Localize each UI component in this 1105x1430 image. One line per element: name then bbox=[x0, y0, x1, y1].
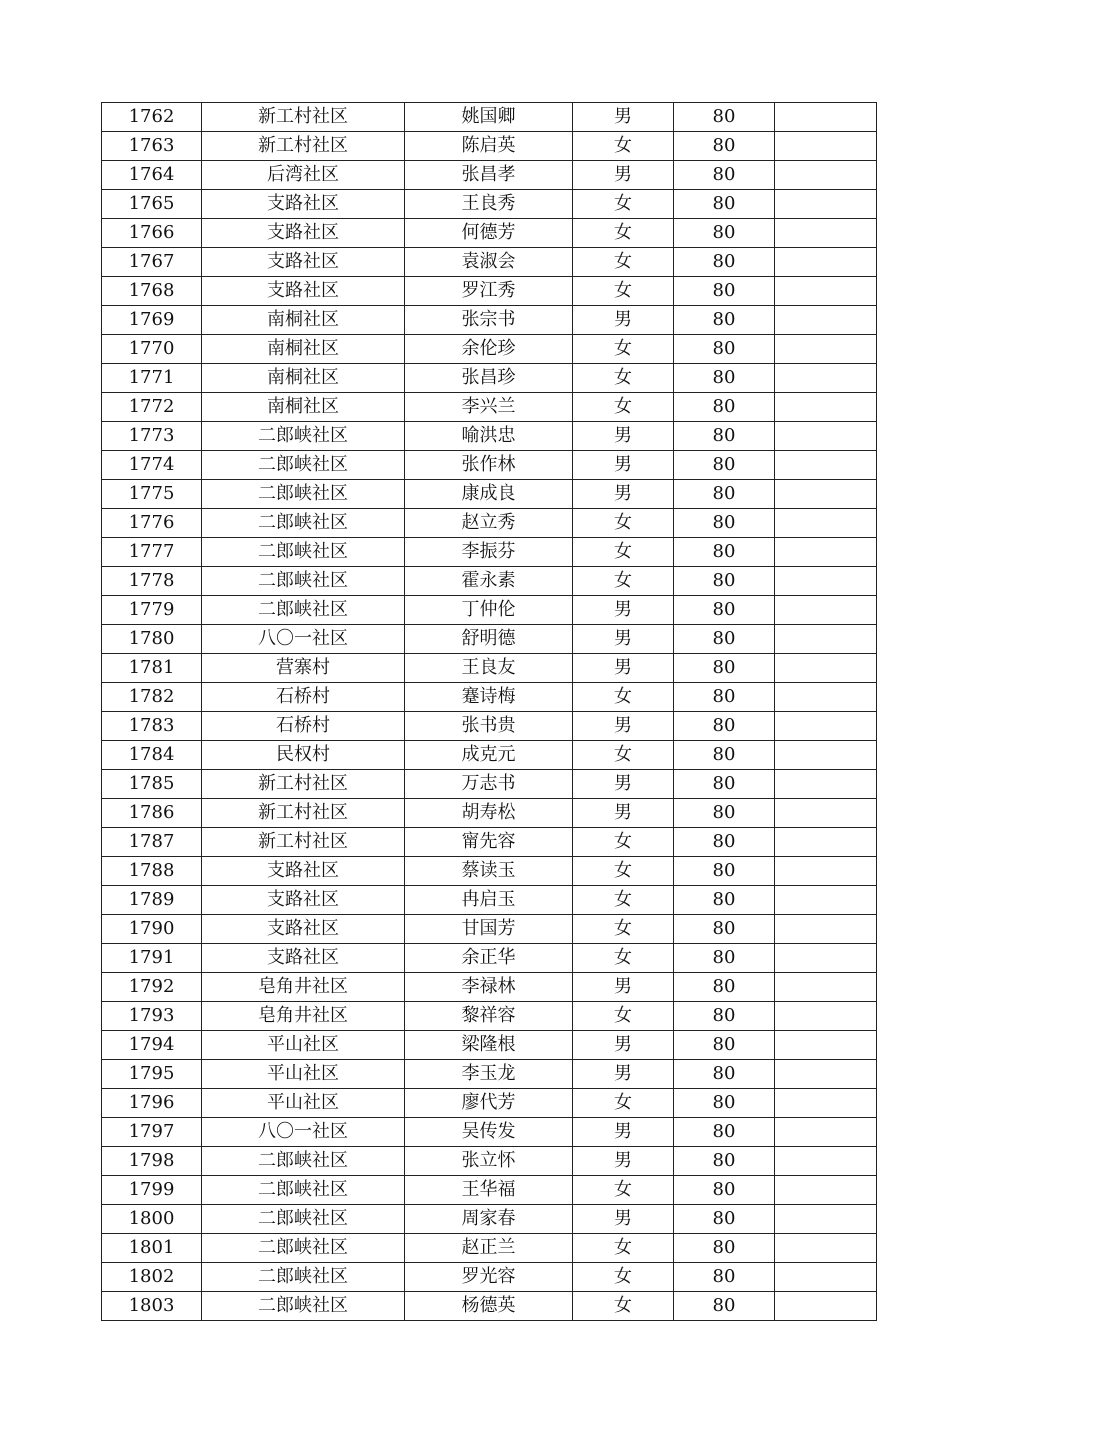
table-row bbox=[102, 973, 877, 1002]
note-cell bbox=[775, 828, 877, 857]
row-number-cell: 1795 bbox=[102, 1060, 202, 1089]
table-row bbox=[102, 1263, 877, 1292]
table-row bbox=[102, 1002, 877, 1031]
gender-cell: 男 bbox=[573, 1118, 674, 1147]
age-cell: 80 bbox=[674, 1176, 775, 1205]
age-cell: 80 bbox=[674, 277, 775, 306]
gender-cell: 女 bbox=[573, 683, 674, 712]
table-row bbox=[102, 654, 877, 683]
community-cell: 新工村社区 bbox=[202, 770, 405, 799]
row-number-cell: 1764 bbox=[102, 161, 202, 190]
age-cell: 80 bbox=[674, 451, 775, 480]
gender-cell: 女 bbox=[573, 567, 674, 596]
age-cell: 80 bbox=[674, 886, 775, 915]
community-cell: 新工村社区 bbox=[202, 132, 405, 161]
table-row bbox=[102, 248, 877, 277]
row-number-cell: 1768 bbox=[102, 277, 202, 306]
table-row bbox=[102, 1205, 877, 1234]
row-number-cell: 1787 bbox=[102, 828, 202, 857]
table-row bbox=[102, 596, 877, 625]
row-number-cell: 1786 bbox=[102, 799, 202, 828]
community-cell: 八〇一社区 bbox=[202, 1118, 405, 1147]
gender-cell: 女 bbox=[573, 248, 674, 277]
row-number-cell: 1799 bbox=[102, 1176, 202, 1205]
note-cell bbox=[775, 1263, 877, 1292]
age-cell: 80 bbox=[674, 1263, 775, 1292]
row-number-cell: 1767 bbox=[102, 248, 202, 277]
table-row bbox=[102, 219, 877, 248]
community-cell: 二郎峡社区 bbox=[202, 1234, 405, 1263]
table-row bbox=[102, 103, 877, 132]
table-row bbox=[102, 306, 877, 335]
note-cell bbox=[775, 857, 877, 886]
row-number-cell: 1770 bbox=[102, 335, 202, 364]
table-row bbox=[102, 741, 877, 770]
community-cell: 平山社区 bbox=[202, 1031, 405, 1060]
age-cell: 80 bbox=[674, 1031, 775, 1060]
table-row bbox=[102, 1089, 877, 1118]
gender-cell: 男 bbox=[573, 596, 674, 625]
community-cell: 支路社区 bbox=[202, 277, 405, 306]
age-cell: 80 bbox=[674, 654, 775, 683]
row-number-cell: 1803 bbox=[102, 1292, 202, 1321]
note-cell bbox=[775, 1031, 877, 1060]
community-cell: 新工村社区 bbox=[202, 799, 405, 828]
age-cell: 80 bbox=[674, 1234, 775, 1263]
community-cell: 二郎峡社区 bbox=[202, 1176, 405, 1205]
row-number-cell: 1792 bbox=[102, 973, 202, 1002]
community-cell: 支路社区 bbox=[202, 857, 405, 886]
community-cell: 支路社区 bbox=[202, 915, 405, 944]
community-cell: 二郎峡社区 bbox=[202, 1205, 405, 1234]
note-cell bbox=[775, 248, 877, 277]
table-row bbox=[102, 335, 877, 364]
community-cell: 新工村社区 bbox=[202, 103, 405, 132]
name-cell: 王良秀 bbox=[405, 190, 573, 219]
gender-cell: 女 bbox=[573, 1292, 674, 1321]
name-cell: 廖代芳 bbox=[405, 1089, 573, 1118]
name-cell: 张立怀 bbox=[405, 1147, 573, 1176]
name-cell: 王良友 bbox=[405, 654, 573, 683]
community-cell: 皂角井社区 bbox=[202, 973, 405, 1002]
age-cell: 80 bbox=[674, 190, 775, 219]
community-cell: 八〇一社区 bbox=[202, 625, 405, 654]
row-number-cell: 1788 bbox=[102, 857, 202, 886]
table-row bbox=[102, 799, 877, 828]
community-cell: 支路社区 bbox=[202, 944, 405, 973]
row-number-cell: 1784 bbox=[102, 741, 202, 770]
name-cell: 康成良 bbox=[405, 480, 573, 509]
table-row bbox=[102, 886, 877, 915]
name-cell: 舒明德 bbox=[405, 625, 573, 654]
row-number-cell: 1802 bbox=[102, 1263, 202, 1292]
name-cell: 张书贵 bbox=[405, 712, 573, 741]
note-cell bbox=[775, 161, 877, 190]
community-cell: 石桥村 bbox=[202, 683, 405, 712]
community-cell: 支路社区 bbox=[202, 219, 405, 248]
table-row bbox=[102, 277, 877, 306]
community-cell: 南桐社区 bbox=[202, 364, 405, 393]
gender-cell: 女 bbox=[573, 857, 674, 886]
row-number-cell: 1785 bbox=[102, 770, 202, 799]
note-cell bbox=[775, 132, 877, 161]
table-row bbox=[102, 1031, 877, 1060]
row-number-cell: 1781 bbox=[102, 654, 202, 683]
community-cell: 二郎峡社区 bbox=[202, 1263, 405, 1292]
gender-cell: 男 bbox=[573, 799, 674, 828]
gender-cell: 男 bbox=[573, 1031, 674, 1060]
gender-cell: 女 bbox=[573, 277, 674, 306]
note-cell bbox=[775, 567, 877, 596]
gender-cell: 女 bbox=[573, 915, 674, 944]
age-cell: 80 bbox=[674, 1292, 775, 1321]
name-cell: 黎祥容 bbox=[405, 1002, 573, 1031]
row-number-cell: 1769 bbox=[102, 306, 202, 335]
roster-table bbox=[101, 102, 877, 1321]
row-number-cell: 1782 bbox=[102, 683, 202, 712]
community-cell: 二郎峡社区 bbox=[202, 509, 405, 538]
name-cell: 张宗书 bbox=[405, 306, 573, 335]
row-number-cell: 1801 bbox=[102, 1234, 202, 1263]
age-cell: 80 bbox=[674, 567, 775, 596]
age-cell: 80 bbox=[674, 1205, 775, 1234]
row-number-cell: 1797 bbox=[102, 1118, 202, 1147]
age-cell: 80 bbox=[674, 1089, 775, 1118]
name-cell: 赵正兰 bbox=[405, 1234, 573, 1263]
note-cell bbox=[775, 422, 877, 451]
community-cell: 支路社区 bbox=[202, 886, 405, 915]
name-cell: 霍永素 bbox=[405, 567, 573, 596]
community-cell: 支路社区 bbox=[202, 190, 405, 219]
row-number-cell: 1762 bbox=[102, 103, 202, 132]
name-cell: 李禄林 bbox=[405, 973, 573, 1002]
note-cell bbox=[775, 1147, 877, 1176]
age-cell: 80 bbox=[674, 625, 775, 654]
note-cell bbox=[775, 1002, 877, 1031]
note-cell bbox=[775, 306, 877, 335]
gender-cell: 男 bbox=[573, 161, 674, 190]
age-cell: 80 bbox=[674, 103, 775, 132]
gender-cell: 女 bbox=[573, 1263, 674, 1292]
row-number-cell: 1771 bbox=[102, 364, 202, 393]
name-cell: 张作林 bbox=[405, 451, 573, 480]
age-cell: 80 bbox=[674, 509, 775, 538]
name-cell: 杨德英 bbox=[405, 1292, 573, 1321]
gender-cell: 女 bbox=[573, 828, 674, 857]
note-cell bbox=[775, 1060, 877, 1089]
name-cell: 余正华 bbox=[405, 944, 573, 973]
row-number-cell: 1765 bbox=[102, 190, 202, 219]
community-cell: 二郎峡社区 bbox=[202, 1147, 405, 1176]
name-cell: 喻洪忠 bbox=[405, 422, 573, 451]
table-row bbox=[102, 161, 877, 190]
name-cell: 罗江秀 bbox=[405, 277, 573, 306]
note-cell bbox=[775, 915, 877, 944]
community-cell: 二郎峡社区 bbox=[202, 538, 405, 567]
note-cell bbox=[775, 1089, 877, 1118]
age-cell: 80 bbox=[674, 741, 775, 770]
name-cell: 赵立秀 bbox=[405, 509, 573, 538]
gender-cell: 男 bbox=[573, 654, 674, 683]
table-row bbox=[102, 480, 877, 509]
name-cell: 何德芳 bbox=[405, 219, 573, 248]
name-cell: 甯先容 bbox=[405, 828, 573, 857]
community-cell: 石桥村 bbox=[202, 712, 405, 741]
age-cell: 80 bbox=[674, 683, 775, 712]
name-cell: 罗光容 bbox=[405, 1263, 573, 1292]
gender-cell: 女 bbox=[573, 1234, 674, 1263]
row-number-cell: 1800 bbox=[102, 1205, 202, 1234]
age-cell: 80 bbox=[674, 915, 775, 944]
roster-table-body bbox=[102, 103, 877, 1321]
note-cell bbox=[775, 190, 877, 219]
age-cell: 80 bbox=[674, 335, 775, 364]
gender-cell: 男 bbox=[573, 1205, 674, 1234]
community-cell: 营寨村 bbox=[202, 654, 405, 683]
gender-cell: 男 bbox=[573, 422, 674, 451]
gender-cell: 女 bbox=[573, 364, 674, 393]
community-cell: 二郎峡社区 bbox=[202, 480, 405, 509]
row-number-cell: 1772 bbox=[102, 393, 202, 422]
age-cell: 80 bbox=[674, 538, 775, 567]
community-cell: 平山社区 bbox=[202, 1060, 405, 1089]
name-cell: 胡寿松 bbox=[405, 799, 573, 828]
age-cell: 80 bbox=[674, 1060, 775, 1089]
gender-cell: 男 bbox=[573, 103, 674, 132]
age-cell: 80 bbox=[674, 219, 775, 248]
gender-cell: 男 bbox=[573, 306, 674, 335]
community-cell: 南桐社区 bbox=[202, 306, 405, 335]
name-cell: 李玉龙 bbox=[405, 1060, 573, 1089]
community-cell: 后湾社区 bbox=[202, 161, 405, 190]
age-cell: 80 bbox=[674, 944, 775, 973]
name-cell: 蔡读玉 bbox=[405, 857, 573, 886]
name-cell: 袁淑会 bbox=[405, 248, 573, 277]
row-number-cell: 1789 bbox=[102, 886, 202, 915]
row-number-cell: 1778 bbox=[102, 567, 202, 596]
note-cell bbox=[775, 1176, 877, 1205]
note-cell bbox=[775, 335, 877, 364]
community-cell: 平山社区 bbox=[202, 1089, 405, 1118]
community-cell: 南桐社区 bbox=[202, 335, 405, 364]
note-cell bbox=[775, 944, 877, 973]
community-cell: 二郎峡社区 bbox=[202, 596, 405, 625]
note-cell bbox=[775, 277, 877, 306]
gender-cell: 女 bbox=[573, 538, 674, 567]
table-row bbox=[102, 422, 877, 451]
gender-cell: 女 bbox=[573, 132, 674, 161]
gender-cell: 女 bbox=[573, 741, 674, 770]
gender-cell: 男 bbox=[573, 712, 674, 741]
note-cell bbox=[775, 625, 877, 654]
age-cell: 80 bbox=[674, 712, 775, 741]
table-row bbox=[102, 364, 877, 393]
name-cell: 余伦珍 bbox=[405, 335, 573, 364]
table-row bbox=[102, 132, 877, 161]
age-cell: 80 bbox=[674, 596, 775, 625]
note-cell bbox=[775, 103, 877, 132]
gender-cell: 男 bbox=[573, 625, 674, 654]
row-number-cell: 1777 bbox=[102, 538, 202, 567]
table-row bbox=[102, 1234, 877, 1263]
age-cell: 80 bbox=[674, 422, 775, 451]
name-cell: 吴传发 bbox=[405, 1118, 573, 1147]
gender-cell: 男 bbox=[573, 770, 674, 799]
age-cell: 80 bbox=[674, 1147, 775, 1176]
row-number-cell: 1796 bbox=[102, 1089, 202, 1118]
name-cell: 周家春 bbox=[405, 1205, 573, 1234]
gender-cell: 男 bbox=[573, 1147, 674, 1176]
table-row bbox=[102, 915, 877, 944]
table-row bbox=[102, 770, 877, 799]
note-cell bbox=[775, 451, 877, 480]
age-cell: 80 bbox=[674, 770, 775, 799]
note-cell bbox=[775, 480, 877, 509]
community-cell: 支路社区 bbox=[202, 248, 405, 277]
age-cell: 80 bbox=[674, 132, 775, 161]
age-cell: 80 bbox=[674, 973, 775, 1002]
name-cell: 李振芬 bbox=[405, 538, 573, 567]
community-cell: 皂角井社区 bbox=[202, 1002, 405, 1031]
name-cell: 陈启英 bbox=[405, 132, 573, 161]
gender-cell: 女 bbox=[573, 509, 674, 538]
note-cell bbox=[775, 799, 877, 828]
table-row bbox=[102, 509, 877, 538]
table-row bbox=[102, 828, 877, 857]
gender-cell: 女 bbox=[573, 190, 674, 219]
gender-cell: 女 bbox=[573, 886, 674, 915]
name-cell: 李兴兰 bbox=[405, 393, 573, 422]
gender-cell: 女 bbox=[573, 219, 674, 248]
note-cell bbox=[775, 393, 877, 422]
name-cell: 梁隆根 bbox=[405, 1031, 573, 1060]
table-row bbox=[102, 1060, 877, 1089]
row-number-cell: 1779 bbox=[102, 596, 202, 625]
row-number-cell: 1776 bbox=[102, 509, 202, 538]
table-row bbox=[102, 857, 877, 886]
community-cell: 二郎峡社区 bbox=[202, 567, 405, 596]
community-cell: 二郎峡社区 bbox=[202, 1292, 405, 1321]
gender-cell: 男 bbox=[573, 973, 674, 1002]
note-cell bbox=[775, 1205, 877, 1234]
gender-cell: 女 bbox=[573, 393, 674, 422]
note-cell bbox=[775, 654, 877, 683]
gender-cell: 男 bbox=[573, 1060, 674, 1089]
table-row bbox=[102, 1147, 877, 1176]
note-cell bbox=[775, 973, 877, 1002]
note-cell bbox=[775, 886, 877, 915]
row-number-cell: 1774 bbox=[102, 451, 202, 480]
note-cell bbox=[775, 596, 877, 625]
note-cell bbox=[775, 1234, 877, 1263]
gender-cell: 女 bbox=[573, 944, 674, 973]
table-row bbox=[102, 567, 877, 596]
name-cell: 姚国卿 bbox=[405, 103, 573, 132]
row-number-cell: 1793 bbox=[102, 1002, 202, 1031]
row-number-cell: 1773 bbox=[102, 422, 202, 451]
age-cell: 80 bbox=[674, 828, 775, 857]
age-cell: 80 bbox=[674, 248, 775, 277]
name-cell: 王华福 bbox=[405, 1176, 573, 1205]
row-number-cell: 1791 bbox=[102, 944, 202, 973]
note-cell bbox=[775, 741, 877, 770]
note-cell bbox=[775, 219, 877, 248]
age-cell: 80 bbox=[674, 857, 775, 886]
table-row bbox=[102, 190, 877, 219]
gender-cell: 女 bbox=[573, 1002, 674, 1031]
name-cell: 丁仲伦 bbox=[405, 596, 573, 625]
name-cell: 冉启玉 bbox=[405, 886, 573, 915]
row-number-cell: 1790 bbox=[102, 915, 202, 944]
table-row bbox=[102, 1176, 877, 1205]
community-cell: 新工村社区 bbox=[202, 828, 405, 857]
table-row bbox=[102, 451, 877, 480]
table-row bbox=[102, 393, 877, 422]
gender-cell: 女 bbox=[573, 1176, 674, 1205]
note-cell bbox=[775, 770, 877, 799]
community-cell: 二郎峡社区 bbox=[202, 451, 405, 480]
gender-cell: 女 bbox=[573, 1089, 674, 1118]
row-number-cell: 1775 bbox=[102, 480, 202, 509]
note-cell bbox=[775, 1292, 877, 1321]
name-cell: 张昌珍 bbox=[405, 364, 573, 393]
gender-cell: 男 bbox=[573, 451, 674, 480]
name-cell: 万志书 bbox=[405, 770, 573, 799]
gender-cell: 男 bbox=[573, 480, 674, 509]
name-cell: 张昌孝 bbox=[405, 161, 573, 190]
table-row bbox=[102, 625, 877, 654]
age-cell: 80 bbox=[674, 306, 775, 335]
row-number-cell: 1783 bbox=[102, 712, 202, 741]
row-number-cell: 1780 bbox=[102, 625, 202, 654]
age-cell: 80 bbox=[674, 480, 775, 509]
note-cell bbox=[775, 683, 877, 712]
table-row bbox=[102, 1292, 877, 1321]
name-cell: 甘国芳 bbox=[405, 915, 573, 944]
row-number-cell: 1766 bbox=[102, 219, 202, 248]
community-cell: 南桐社区 bbox=[202, 393, 405, 422]
name-cell: 成克元 bbox=[405, 741, 573, 770]
age-cell: 80 bbox=[674, 799, 775, 828]
table-row bbox=[102, 538, 877, 567]
table-row bbox=[102, 683, 877, 712]
table-row bbox=[102, 1118, 877, 1147]
table-row bbox=[102, 944, 877, 973]
table-row bbox=[102, 712, 877, 741]
note-cell bbox=[775, 1118, 877, 1147]
community-cell: 二郎峡社区 bbox=[202, 422, 405, 451]
age-cell: 80 bbox=[674, 364, 775, 393]
age-cell: 80 bbox=[674, 1118, 775, 1147]
note-cell bbox=[775, 538, 877, 567]
gender-cell: 女 bbox=[573, 335, 674, 364]
row-number-cell: 1794 bbox=[102, 1031, 202, 1060]
row-number-cell: 1798 bbox=[102, 1147, 202, 1176]
age-cell: 80 bbox=[674, 161, 775, 190]
community-cell: 民权村 bbox=[202, 741, 405, 770]
note-cell bbox=[775, 712, 877, 741]
age-cell: 80 bbox=[674, 393, 775, 422]
note-cell bbox=[775, 509, 877, 538]
row-number-cell: 1763 bbox=[102, 132, 202, 161]
note-cell bbox=[775, 364, 877, 393]
age-cell: 80 bbox=[674, 1002, 775, 1031]
name-cell: 蹇诗梅 bbox=[405, 683, 573, 712]
